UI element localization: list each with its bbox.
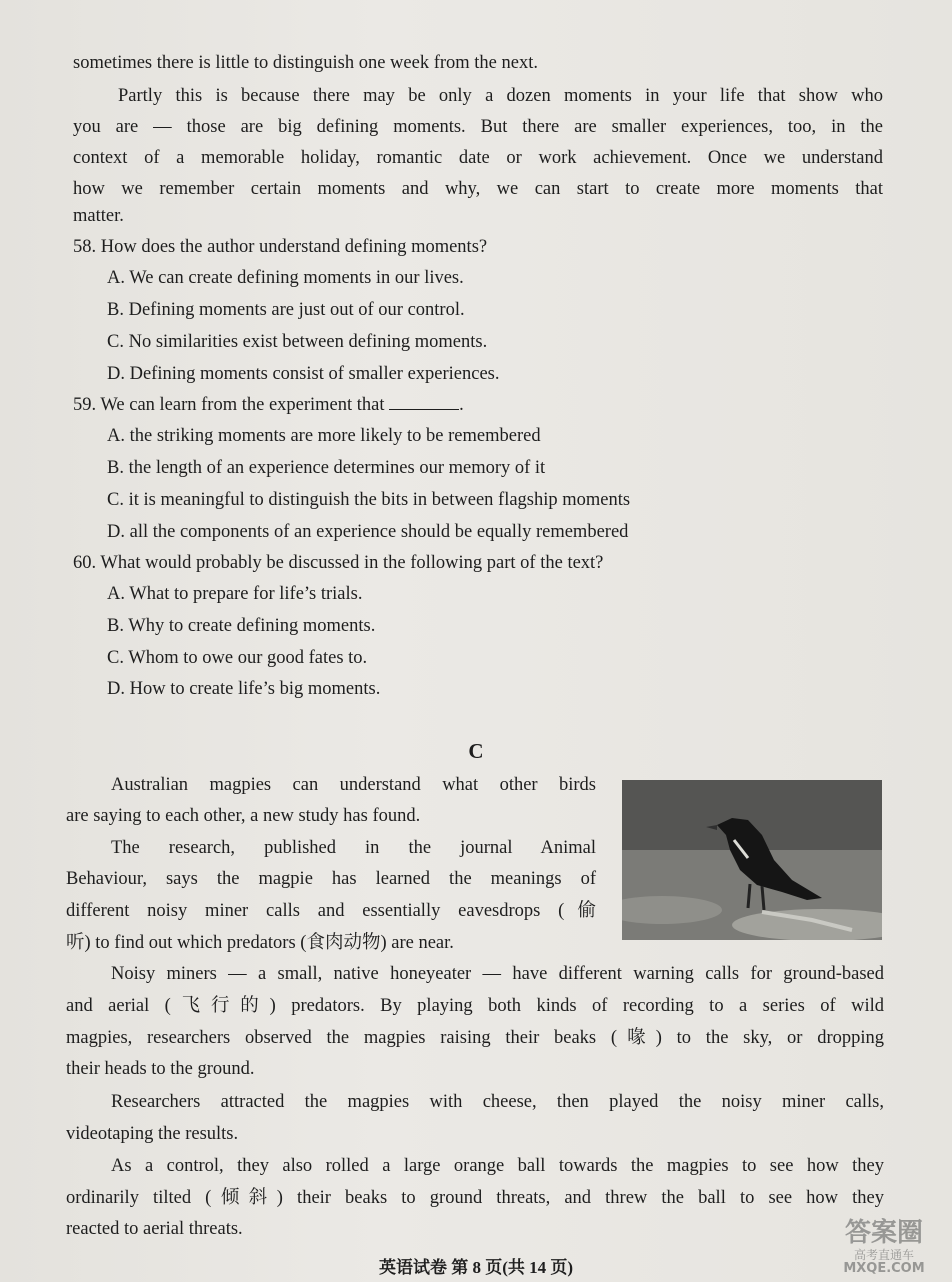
question-option: C. No similarities exist between defining moments.: [107, 332, 488, 352]
magpie-photo: [622, 780, 882, 940]
page-footer: 英语试卷 第 8 页(共 14 页): [378, 1258, 574, 1277]
question-stem: 58. How does the author understand defining moments?: [73, 237, 488, 257]
passage-line: ordinarily tilted (倾斜) their beaks to ground threats, and threw the ball to see how they: [66, 1188, 884, 1208]
answer-blank: [389, 395, 459, 410]
passage-line: how we remember certain moments and why, we can start to create more moments that: [73, 179, 883, 199]
passage-line: you are — those are big defining moments. But there are smaller experiences, too, in the: [73, 117, 883, 137]
question-option: C. it is meaningful to distinguish the bits in between flagship moments: [107, 490, 631, 510]
passage-line: Partly this is because there may be only a dozen moments in your life that show who: [118, 86, 883, 106]
passage-line: As a control, they also rolled a large orange ball towards the magpies to see how they: [111, 1156, 884, 1176]
question-option: D. all the components of an experience should be equally remembered: [107, 522, 629, 542]
question-option: B. the length of an experience determines our memory of it: [107, 458, 546, 478]
passage-line: Behaviour, says the magpie has learned the meanings of: [66, 869, 596, 889]
passage-line: The research, published in the journal Animal: [111, 838, 596, 858]
question-stem-end: .: [459, 395, 464, 415]
passage-line: magpies, researchers observed the magpies raising their beaks (喙) to the sky, or dropping: [66, 1028, 884, 1048]
passage-line: Noisy miners — a small, native honeyeater — have different warning calls for ground-based: [111, 964, 884, 984]
passage-line: videotaping the results.: [66, 1124, 239, 1144]
question-stem-text: 59. We can learn from the experiment that: [73, 395, 385, 415]
passage-line: and aerial (飞行的) predators. By playing both kinds of recording to a series of wild: [66, 996, 884, 1016]
passage-line: matter.: [73, 206, 124, 226]
passage-line: context of a memorable holiday, romantic date or work achievement. Once we understand: [73, 148, 883, 168]
passage-line: Australian magpies can understand what other birds: [111, 775, 596, 795]
question-stem: [73, 393, 464, 417]
passage-line: reacted to aerial threats.: [66, 1219, 243, 1239]
question-option: C. Whom to owe our good fates to.: [107, 648, 368, 668]
passage-line: sometimes there is little to distinguish one week from the next.: [73, 53, 538, 73]
passage-line: 听) to find out which predators (食肉动物) are near.: [66, 933, 454, 953]
question-option: B. Defining moments are just out of our control.: [107, 300, 465, 320]
watermark-logo: [824, 1218, 944, 1276]
watermark-line1: 答案圈: [844, 1218, 923, 1248]
watermark-line3: MXQE.COM: [843, 1261, 925, 1276]
watermark-line2: 高考直通车: [853, 1248, 914, 1262]
question-option: D. How to create life’s big moments.: [107, 679, 381, 699]
question-option: B. Why to create defining moments.: [107, 616, 376, 636]
passage-line: are saying to each other, a new study has found.: [66, 806, 421, 826]
question-stem: 60. What would probably be discussed in the following part of the text?: [73, 553, 604, 573]
question-option: A. What to prepare for life’s trials.: [107, 584, 363, 604]
question-option: A. We can create defining moments in our lives.: [107, 268, 464, 288]
passage-line: different noisy miner calls and essentially eavesdrops (偷: [66, 901, 596, 921]
question-option: A. the striking moments are more likely to be remembered: [107, 426, 541, 446]
question-option: D. Defining moments consist of smaller experiences.: [107, 364, 500, 384]
section-heading: C: [468, 739, 484, 763]
passage-line: Researchers attracted the magpies with cheese, then played the noisy miner calls,: [111, 1092, 884, 1112]
passage-line: their heads to the ground.: [66, 1059, 255, 1079]
